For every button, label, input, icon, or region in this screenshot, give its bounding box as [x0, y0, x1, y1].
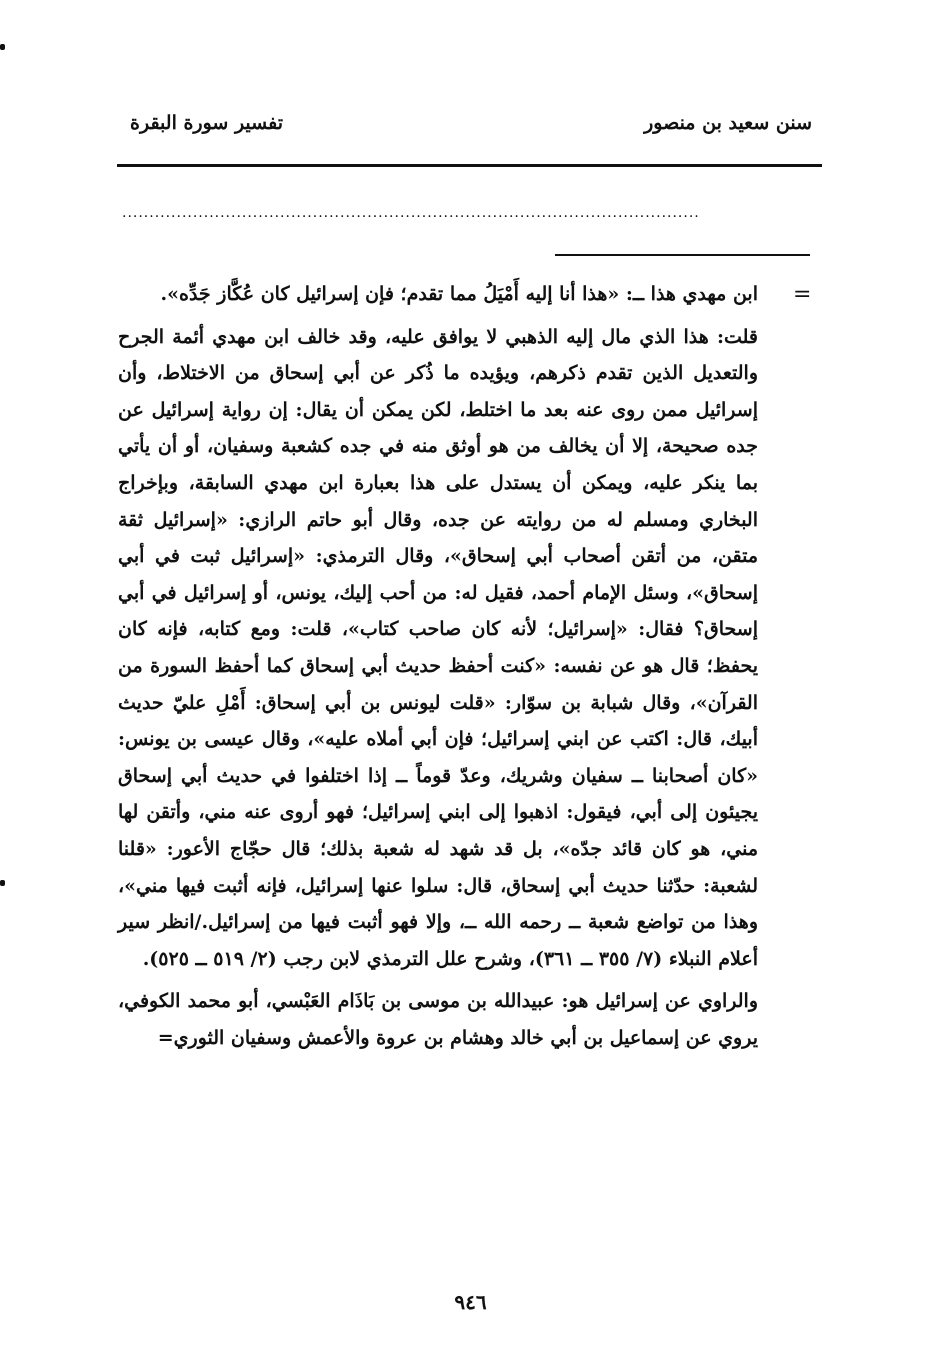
scan-mark	[0, 44, 5, 50]
paragraph-2: قلت: هذا الذي مال إليه الذهبي لا يوافق عليه، وقد خالف ابن مهدي أئمة الجرح والتعديل الذين تقدم ذكرهم، ويؤيده ما ذُكر عن أبي إسحاق من الاختلاط، وأن إسرائيل ممن روى عنه بعد ما اختلط، لكن يمكن أن يقال: إن رواية إسرائيل عن جده صحيحة، إلا أن يخالف من هو أوثق منه في جده كشعبة وسفيان، أو أن يأتي بما ينكر عليه، ويمكن أن يستدل على هذا بعبارة ابن مهدي السابقة، وبإخراج البخاري ومسلم له من روايته عن جده، وقال أبو حاتم الرازي: «إسرائيل ثقة متقن، من أتقن أصحاب أبي إسحاق»، وقال الترمذي: «إسرائيل ثبت في أبي إسحاق»، وسئل الإمام أحمد، فقيل له: من أحب إليك، يونس، أو إسرائيل في أبي إسحاق؟ فقال: «إسرائيل؛ لأنه كان صاحب كتاب»، قلت: ومع كتابه، فإنه كان يحفظ؛ قال هو عن نفسه: «كنت أحفظ حديث أبي إسحاق كما أحفظ السورة من القرآن»، وقال شبابة بن سوّار: «قلت ليونس بن أبي إسحاق: أَمْلِ عليّ حديث أبيك، قال: اكتب عن ابني إسرائيل؛ فإن أبي أملاه عليه»، وقال عيسى بن يونس: «كان أصحابنا ــ سفيان وشريك، وعدّ قوماً ــ إذا اختلفوا في حديث أبي إسحاق يجيئون إلى أبي، فيقول: اذهبوا إلى ابني إسرائيل؛ فهو أروى عنه مني، وأتقن لها مني، هو كان قائد جدّه»، بل قد شهد له شعبة بذلك؛ قال حجّاج الأعور: «قلنا لشعبة: حدّثنا حديث أبي إسحاق، قال: سلوا عنها إسرائيل، فإنه أثبت فيها مني»، وهذا من تواضع شعبة ــ رحمه الله ــ، وإلا فهو أثبت فيها من إسرائيل./انظر سير أعلام النبلاء (٧/ ٣٥٥ ــ ٣٦١)، وشرح علل الترمذي لابن رجب (٢/ ٥١٩ ــ ٥٢٥).	[118, 325, 758, 970]
footnote-body	[118, 276, 758, 1056]
footnote-rule	[555, 254, 810, 256]
page-number: ٩٤٦	[454, 1290, 487, 1314]
section-title: تفسير سورة البقرة	[130, 112, 284, 134]
paragraph-1: ابن مهدي هذا ــ: «هذا أنا إليه أَمْيَلُ مما تقدم؛ فإن إسرائيل كان عُكَّاز جَدِّه».	[160, 283, 758, 305]
header-rule	[117, 164, 822, 167]
running-header	[120, 112, 820, 152]
paragraph-3: والراوي عن إسرائيل هو: عبيدالله بن موسى بن بَاذَام العَبْسي، أبو محمد الكوفي، يروي عن إسماعيل بن أبي خالد وهشام بن عروة والأعمش وسفيان الثوري=	[118, 990, 758, 1049]
footnote-continuation-marker: =	[793, 282, 812, 307]
book-title: سنن سعيد بن منصور	[644, 112, 812, 134]
scan-mark	[0, 880, 5, 886]
dotted-separator: ..........................................................................................................	[122, 205, 700, 219]
